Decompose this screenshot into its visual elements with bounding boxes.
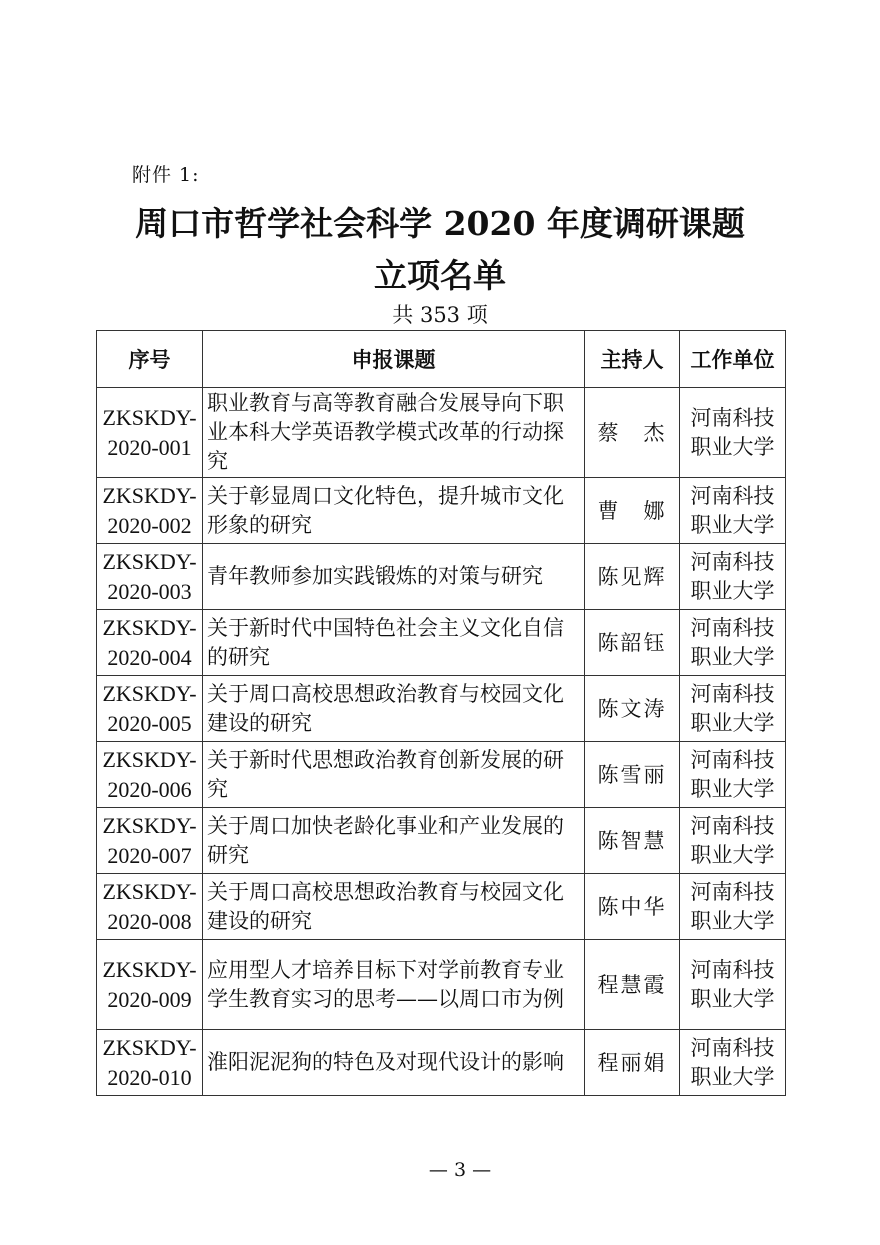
row-code-line: ZKSKDY- (102, 548, 197, 574)
row-code (97, 940, 203, 1030)
row-host: 曹 娜 (585, 478, 680, 544)
row-host: 陈智慧 (585, 808, 680, 874)
row-unit (680, 388, 786, 478)
row-host: 陈见辉 (585, 544, 680, 610)
table-row (97, 610, 786, 676)
row-code (97, 544, 203, 610)
row-code-line: 2020-009 (107, 986, 192, 1012)
table-row (97, 478, 786, 544)
row-code-line: ZKSKDY- (102, 1034, 197, 1060)
table-row (97, 544, 786, 610)
row-unit-line: 职业大学 (690, 710, 775, 735)
row-unit (680, 676, 786, 742)
row-topic: 关于新时代中国特色社会主义文化自信的研究 (203, 610, 585, 676)
row-host: 陈文涛 (585, 676, 680, 742)
row-code (97, 676, 203, 742)
attachment-label: 附件 1: (132, 164, 200, 186)
row-unit-line: 河南科技 (690, 879, 775, 904)
row-unit (680, 1030, 786, 1096)
document-title-line2: 立项名单 (374, 256, 506, 295)
row-code (97, 388, 203, 478)
row-topic: 关于彰显周口文化特色，提升城市文化形象的研究 (203, 478, 585, 544)
table-row (97, 388, 786, 478)
row-code-line: 2020-006 (107, 776, 192, 802)
row-unit (680, 874, 786, 940)
row-topic: 关于周口高校思想政治教育与校园文化建设的研究 (203, 676, 585, 742)
row-topic: 关于新时代思想政治教育创新发展的研究 (203, 742, 585, 808)
row-code-line: 2020-002 (107, 512, 192, 538)
row-topic: 关于周口加快老龄化事业和产业发展的研究 (203, 808, 585, 874)
row-code (97, 610, 203, 676)
row-unit-line: 职业大学 (690, 776, 775, 801)
row-host: 陈雪丽 (585, 742, 680, 808)
row-unit-line: 职业大学 (690, 512, 775, 537)
row-unit (680, 808, 786, 874)
row-code-line: ZKSKDY- (102, 482, 197, 508)
table-row (97, 742, 786, 808)
table-row (97, 676, 786, 742)
row-topic: 职业教育与高等教育融合发展导向下职业本科大学英语教学模式改革的行动探究 (203, 388, 585, 478)
row-unit-line: 河南科技 (690, 747, 775, 772)
row-host: 程丽娟 (585, 1030, 680, 1096)
row-topic: 青年教师参加实践锻炼的对策与研究 (203, 544, 585, 610)
row-host: 陈韶钰 (585, 610, 680, 676)
table-row (97, 1030, 786, 1096)
row-unit (680, 544, 786, 610)
row-unit-line: 职业大学 (690, 986, 775, 1011)
row-code-line: 2020-007 (107, 842, 192, 868)
row-code-line: ZKSKDY- (102, 404, 197, 430)
row-unit-line: 河南科技 (690, 957, 775, 982)
row-unit (680, 478, 786, 544)
row-code-line: ZKSKDY- (102, 746, 197, 772)
row-unit-line: 河南科技 (690, 405, 775, 430)
row-code-line: ZKSKDY- (102, 878, 197, 904)
header-serial: 序号 (97, 331, 203, 388)
row-code-line: 2020-008 (107, 908, 192, 934)
row-unit-line: 职业大学 (690, 842, 775, 867)
header-unit: 工作单位 (680, 331, 786, 388)
row-unit-line: 河南科技 (690, 1035, 775, 1060)
total-count: 共 353 项 (392, 303, 488, 327)
row-unit-line: 职业大学 (690, 644, 775, 669)
row-topic: 应用型人才培养目标下对学前教育专业学生教育实习的思考——以周口市为例 (203, 940, 585, 1030)
row-topic: 淮阳泥泥狗的特色及对现代设计的影响 (203, 1030, 585, 1096)
table-row (97, 874, 786, 940)
row-code-line: 2020-010 (107, 1064, 192, 1090)
row-unit-line: 职业大学 (690, 578, 775, 603)
row-code-line: ZKSKDY- (102, 956, 197, 982)
row-code-line: 2020-003 (107, 578, 192, 604)
row-code-line: ZKSKDY- (102, 614, 197, 640)
row-unit-line: 河南科技 (690, 615, 775, 640)
row-code (97, 874, 203, 940)
row-code-line: ZKSKDY- (102, 680, 197, 706)
row-code (97, 478, 203, 544)
project-table (96, 330, 786, 1096)
table-row (97, 808, 786, 874)
row-host: 陈中华 (585, 874, 680, 940)
row-host: 蔡 杰 (585, 388, 680, 478)
table-header-row (97, 331, 786, 388)
row-unit-line: 河南科技 (690, 681, 775, 706)
header-host: 主持人 (585, 331, 680, 388)
row-code-line: ZKSKDY- (102, 812, 197, 838)
table-row (97, 940, 786, 1030)
row-unit-line: 职业大学 (690, 434, 775, 459)
row-code (97, 1030, 203, 1096)
row-unit (680, 742, 786, 808)
row-code-line: 2020-005 (107, 710, 192, 736)
row-unit-line: 职业大学 (690, 1064, 775, 1089)
row-code-line: 2020-001 (107, 434, 192, 460)
row-unit-line: 河南科技 (690, 813, 775, 838)
row-code-line: 2020-004 (107, 644, 192, 670)
row-unit (680, 610, 786, 676)
row-host: 程慧霞 (585, 940, 680, 1030)
header-topic: 申报课题 (203, 331, 585, 388)
document-title-line1: 周口市哲学社会科学 2020 年度调研课题 (135, 204, 745, 243)
page-number: — 3 — (428, 1159, 492, 1181)
row-code (97, 808, 203, 874)
row-unit (680, 940, 786, 1030)
row-topic: 关于周口高校思想政治教育与校园文化建设的研究 (203, 874, 585, 940)
row-unit-line: 河南科技 (690, 483, 775, 508)
row-unit-line: 职业大学 (690, 908, 775, 933)
row-unit-line: 河南科技 (690, 549, 775, 574)
row-code (97, 742, 203, 808)
